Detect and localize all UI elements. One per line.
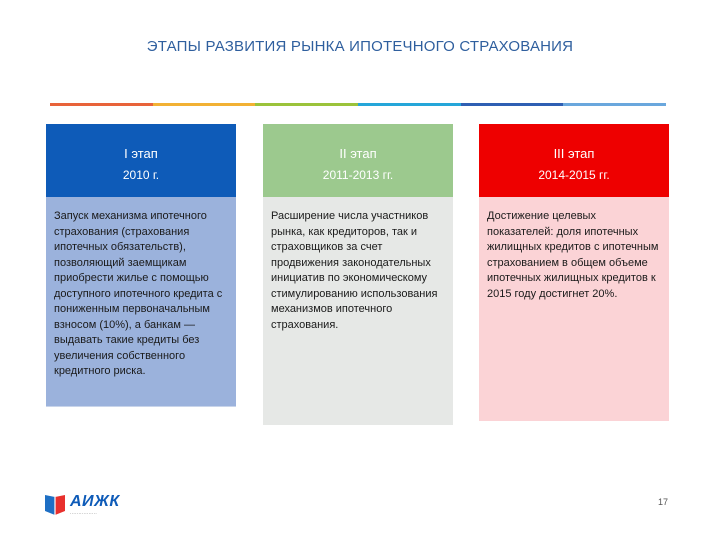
company-logo — [44, 493, 120, 523]
stage-years: 2011-2013 гг. — [322, 168, 394, 182]
logo-subtitle: ................ — [70, 510, 98, 516]
stage-years: 2014-2015 гг. — [538, 168, 610, 182]
page-title: ЭТАПЫ РАЗВИТИЯ РЫНКА ИПОТЕЧНОГО СТРАХОВАНИЯ — [146, 38, 574, 55]
color-divider — [50, 103, 666, 106]
stage-column-3 — [479, 124, 669, 421]
divider-segment-6 — [563, 103, 666, 106]
aizhk-book-logo-icon — [44, 493, 66, 517]
stage-header-3 — [479, 124, 669, 197]
stage-column-2 — [263, 124, 453, 425]
logo-brand: АИЖК — [70, 493, 120, 510]
stage-header-2 — [263, 124, 453, 197]
divider-segment-1 — [50, 103, 153, 106]
divider-segment-5 — [461, 103, 564, 106]
stage-description-1: Запуск механизма ипотечного страхования (страхования ипотечных обязательств), позволяющий заемщикам приобрести жилье с помощью доступного ипотечного кредита с пониженным первоначальным взносом (10%), а банкам — выдавать такие кредиты без увеличения собственного кредитного риска. — [46, 197, 236, 407]
stage-column-1 — [46, 124, 236, 407]
stage-description-3: Достижение целевых показателей: доля ипотечных жилищных кредитов с ипотечным страхованием в общем объеме ипотечных жилищных кредитов к 2015 году достигнет 20%. — [479, 197, 669, 421]
stage-label: II этап — [339, 146, 377, 161]
stage-description-2: Расширение числа участников рынка, как кредиторов, так и страховщиков за счет продвижения законодательных инициатив по экономическому стимулированию использования механизмов ипотечного страхования. — [263, 197, 453, 425]
divider-segment-3 — [255, 103, 358, 106]
stage-label: III этап — [553, 146, 595, 161]
stage-years: 2010 г. — [122, 168, 160, 182]
page-number: 17 — [657, 497, 668, 507]
stage-header-1 — [46, 124, 236, 197]
stage-label: I этап — [124, 146, 158, 161]
divider-segment-2 — [153, 103, 256, 106]
divider-segment-4 — [358, 103, 461, 106]
